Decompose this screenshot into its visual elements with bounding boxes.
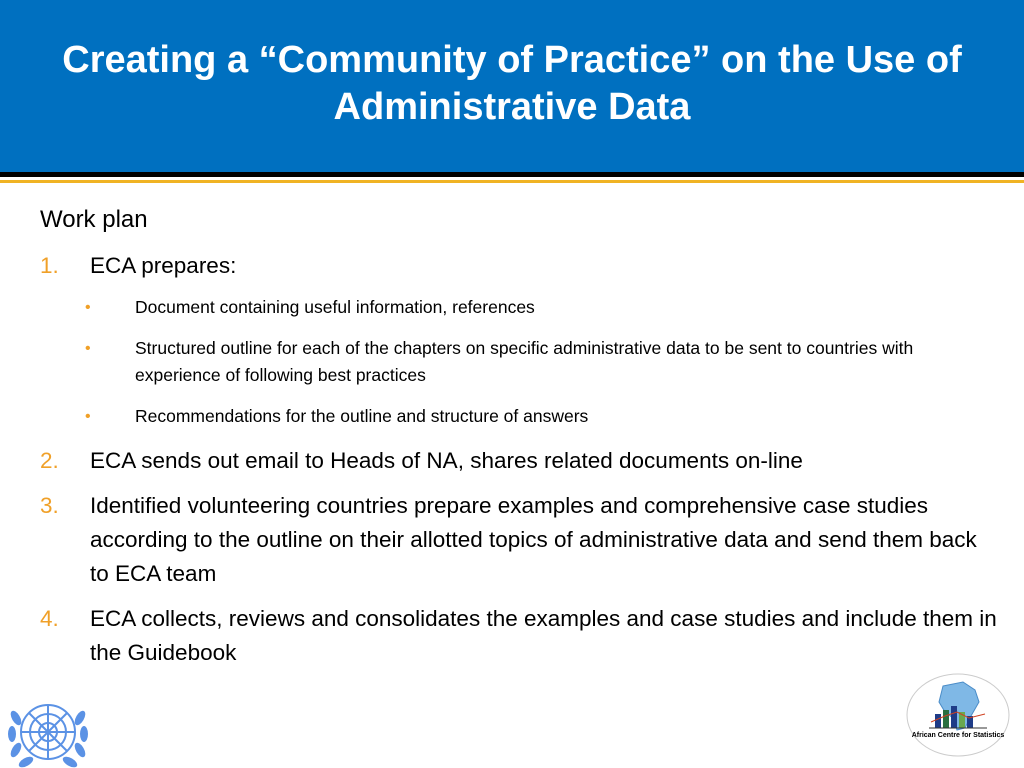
acs-emblem-icon	[905, 672, 1011, 758]
bullet-icon: •	[85, 340, 91, 357]
sub-item-2	[40, 335, 965, 389]
list-item-text: ECA sends out email to Heads of NA, shares related documents on-line	[90, 448, 803, 473]
list-item-4	[40, 602, 1000, 670]
list-number: 1.	[40, 253, 59, 278]
slide-body	[40, 205, 1000, 681]
slide-title: Creating a “Community of Practice” on the Use of Administrative Data	[62, 39, 962, 128]
sub-list	[40, 294, 1000, 430]
sub-item-text: Structured outline for each of the chapters on specific administrative data to be sent to countries with experience of following best practices	[135, 338, 914, 385]
divider-gold	[0, 180, 1024, 183]
list-item-2	[40, 444, 1000, 478]
sub-item-text: Recommendations for the outline and structure of answers	[135, 406, 589, 426]
divider-black	[0, 172, 1024, 177]
title-bar	[0, 0, 1024, 172]
list-number: 2.	[40, 448, 59, 473]
un-emblem-icon	[4, 688, 92, 768]
sub-item-text: Document containing useful information, references	[135, 297, 535, 317]
bullet-icon: •	[85, 299, 91, 316]
list-item-3	[40, 489, 1000, 591]
sub-item-1	[40, 294, 965, 321]
acs-logo-text: African Centre for Statistics	[911, 732, 1005, 739]
list-item-text: Identified volunteering countries prepare examples and comprehensive case studies according to the outline on their allotted topics of administrative data and send them back to ECA team	[90, 493, 977, 586]
list-item-text: ECA collects, reviews and consolidates the examples and case studies and include them in the Guidebook	[90, 606, 997, 665]
list-item-1	[40, 249, 1000, 283]
bullet-icon: •	[85, 408, 91, 425]
list-item-text: ECA prepares:	[90, 253, 237, 278]
sub-item-3	[40, 403, 965, 430]
list-number: 3.	[40, 493, 59, 518]
list-number: 4.	[40, 606, 59, 631]
acs-logo	[905, 672, 1011, 758]
section-heading: Work plan	[40, 206, 148, 233]
